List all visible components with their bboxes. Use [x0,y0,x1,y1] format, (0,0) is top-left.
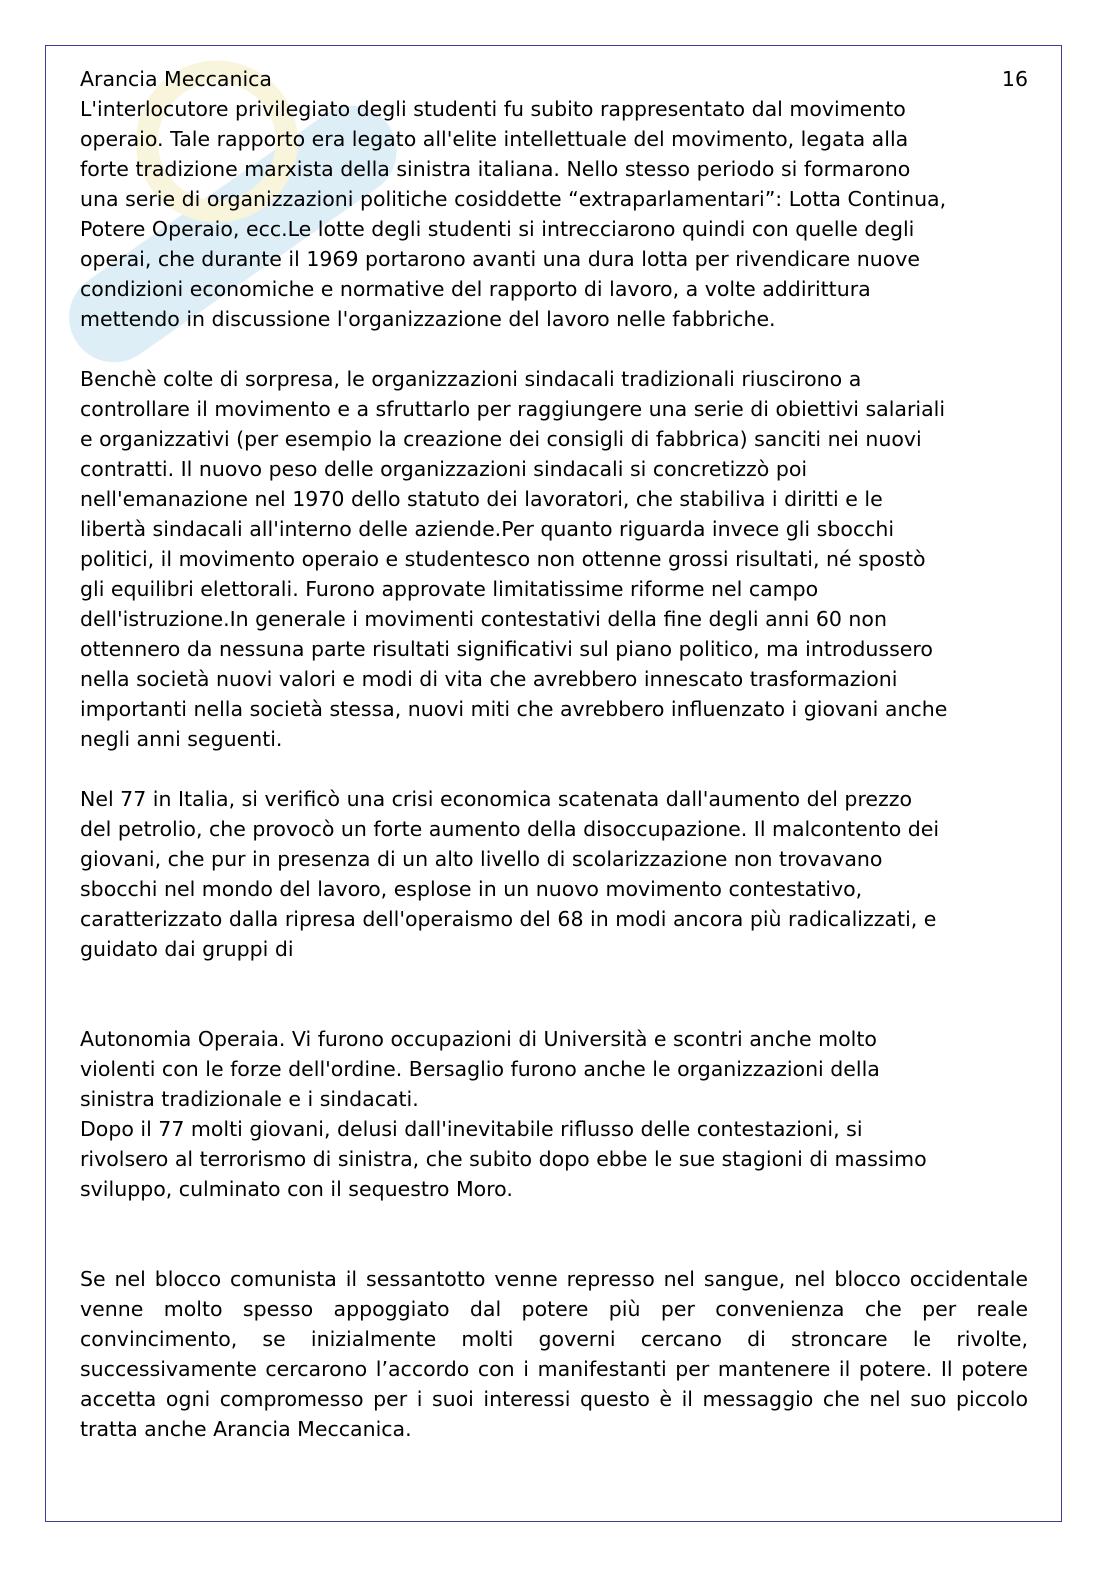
paragraph-3: Nel 77 in Italia, si verificò una crisi economica scatenata dall'aumento del prezzo del petrolio, che provocò un forte aumento della disoccupazione. Il malcontento dei giovani, che pur in presenza di un alto livello di scolarizzazione non trovavano sbocchi nel mondo del lavoro, esplose in un nuovo movimento contestativo, caratterizzato dalla ripresa dell'operaismo del 68 in modi ancora più radicalizzati, e guidato dai gruppi di [80,787,940,961]
page-number: 16 [1001,67,1028,91]
paragraph-1: L'interlocutore privilegiato degli studenti fu subito rappresentato dal movimento operaio. Tale rapporto era legato all'elite intellettuale del movimento, legata alla forte tradizione marxista della sinistra italiana. Nello stesso periodo si formarono una serie di organizzazioni politiche cosiddette “extraparlamentari”: Lotta Continua, Potere Operaio, ecc.Le lotte degli studenti si intrecciarono quindi con quelle degli operai, che durante il 1969 portarono avanti una dura lotta per rivendicare nuove condizioni economiche e normative del rapporto di lavoro, a volte addirittura mettendo in discussione l'organizzazione del lavoro nelle fabbriche. [80,97,947,331]
page-header [80,64,1028,94]
document-body [80,64,1028,1444]
document-title: Arancia Meccanica [80,67,272,91]
paragraph-spacer [80,964,1028,1024]
paragraph-spacer [80,334,1028,364]
paragraph-4: Autonomia Operaia. Vi furono occupazioni di Università e scontri anche molto violenti con le forze dell'ordine. Bersaglio furono anche le organizzazioni della sinistra tradizionale e i sindacati. Dopo il 77 molti giovani, delusi dall'inevitabile riflusso delle contestazioni, si rivolsero al terrorismo di sinistra, che subito dopo ebbe le sue stagioni di massimo sviluppo, culminato con il sequestro Moro. [80,1027,927,1201]
paragraph-5: Se nel blocco comunista il sessantotto venne represso nel sangue, nel blocco occidentale venne molto spesso appoggiato dal potere più per convenienza che per reale convincimento, se inizialmente molti governi cercano di stroncare le rivolte, successivamente cercarono l’accordo con i manifestanti per mantenere il potere. Il potere accetta ogni compromesso per i suoi interessi questo è il messaggio che nel suo piccolo tratta anche Arancia Meccanica. [80,1267,1028,1441]
paragraph-spacer [80,1204,1028,1264]
paragraph-spacer [80,754,1028,784]
paragraph-2: Benchè colte di sorpresa, le organizzazioni sindacali tradizionali riuscirono a controllare il movimento e a sfruttarlo per raggiungere una serie di obiettivi salariali e organizzativi (per esempio la creazione dei consigli di fabbrica) sanciti nei nuovi contratti. Il nuovo peso delle organizzazioni sindacali si concretizzò poi nell'emanazione nel 1970 dello statuto dei lavoratori, che stabiliva i diritti e le libertà sindacali all'interno delle aziende.Per quanto riguarda invece gli sbocchi politici, il movimento operaio e studentesco non ottenne grossi risultati, né spostò gli equilibri elettorali. Furono approvate limitatissime riforme nel campo dell'istruzione.In generale i movimenti contestativi della fine degli anni 60 non ottennero da nessuna parte risultati significativi sul piano politico, ma introdussero nella società nuovi valori e modi di vita che avrebbero innescato trasformazioni importanti nella società stessa, nuovi miti che avrebbero influenzato i giovani anche negli anni seguenti. [80,367,948,751]
